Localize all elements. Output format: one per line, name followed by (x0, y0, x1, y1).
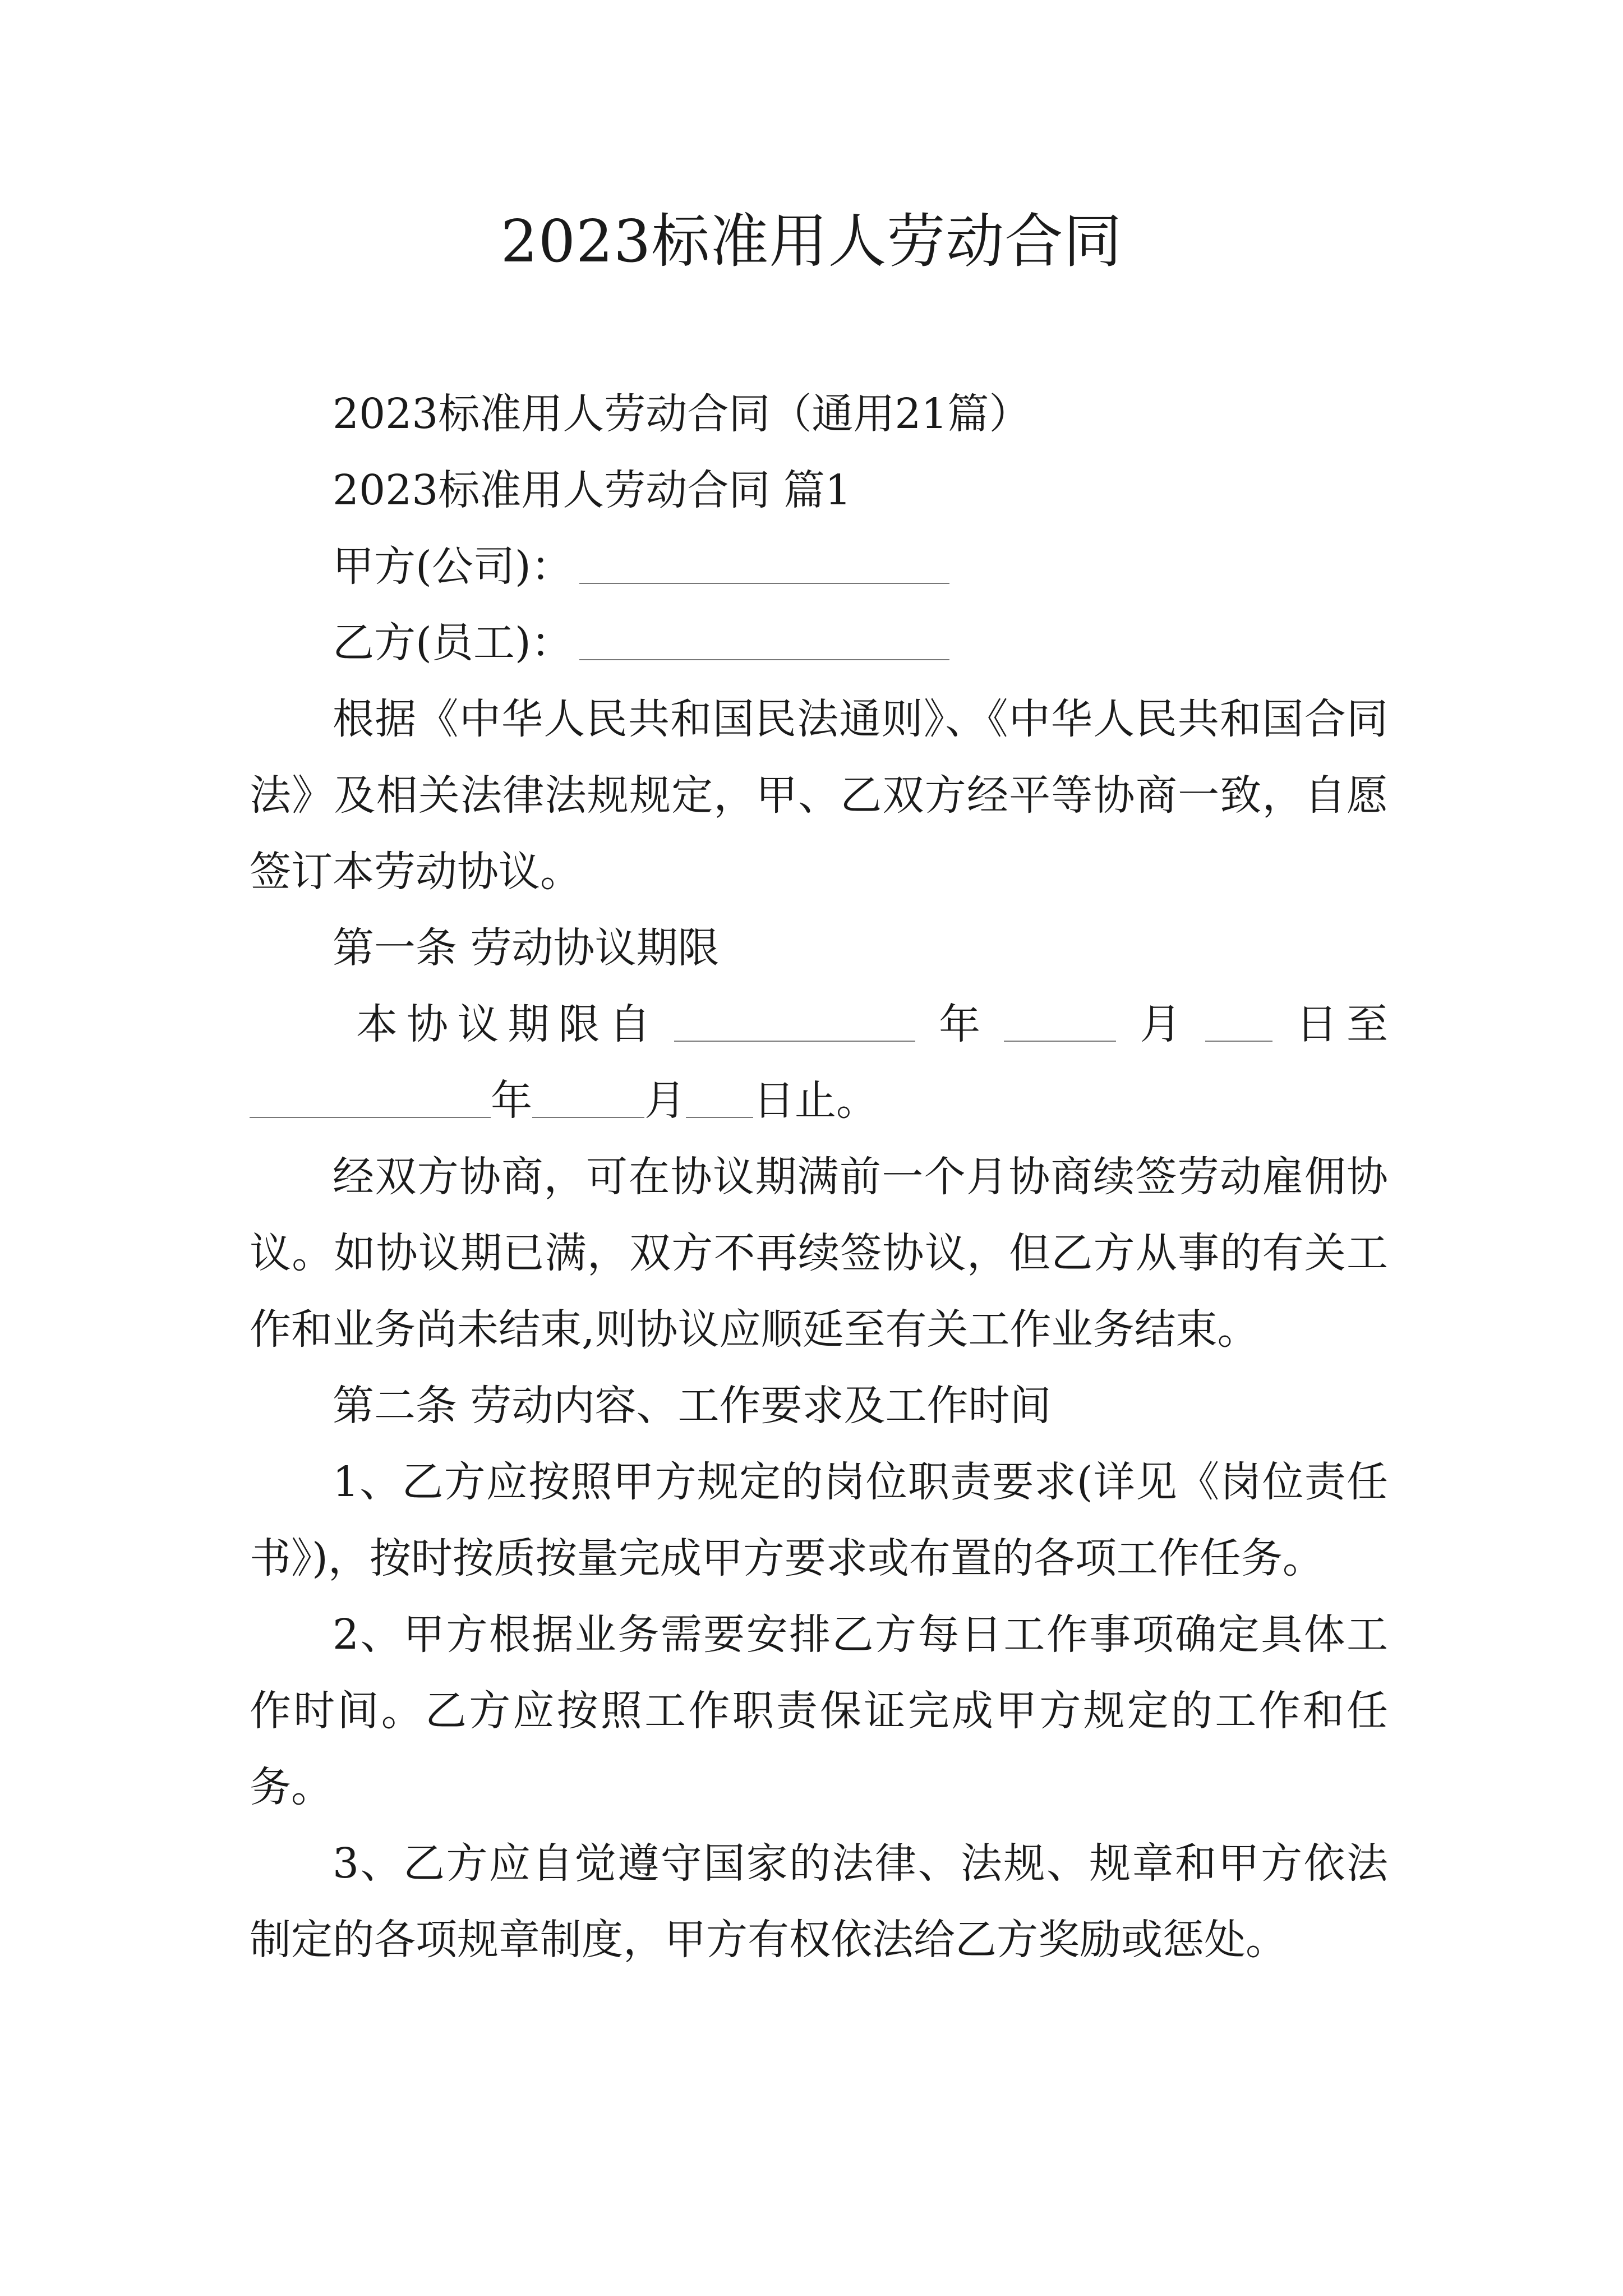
clause-2: 2、甲方根据业务需要安排乙方每日工作事项确定具体工作时间。乙方应按照工作职责保证完成甲方规定的工作和任务。 (250, 1611, 1388, 1811)
party-a-label: 甲方(公司)： (333, 542, 573, 591)
preamble-paragraph: 根据《中华人民共和国民法通则》、《中华人民共和国合同法》及相关法律法规规定，甲、乙双方经平等协商一致，自愿签订本劳动协议。 (250, 695, 1388, 896)
article2-heading: 第二条 劳动内容、工作要求及工作时间 (333, 1382, 1052, 1430)
term-end-day-label: 日止。 (753, 1076, 878, 1125)
start-year-blank (674, 1007, 915, 1042)
party-a-blank (579, 549, 949, 584)
party-a-line (250, 528, 1388, 605)
term-year-label: 年 (930, 1000, 990, 1048)
term-month-label: 月 (1131, 1000, 1191, 1048)
document-subtitle: 2023标准用人劳动合同（通用21篇） (333, 390, 1031, 438)
term-line-start (250, 986, 1388, 1062)
party-b-line (250, 605, 1388, 681)
section-heading: 2023标准用人劳动合同 篇1 (333, 466, 851, 514)
document-title: 2023标准用人劳动合同 (500, 207, 1123, 275)
article1-heading: 第一条 劳动协议期限 (333, 924, 720, 972)
term-day-to-label: 日至 (1287, 1000, 1389, 1048)
term-prefix: 本协议期限自 (356, 1000, 660, 1048)
end-year-blank (250, 1083, 491, 1118)
renewal-paragraph: 经双方协商，可在协议期满前一个月协商续签劳动雇佣协议。如协议期已满，双方不再续签协议，但乙方从事的有关工作和业务尚未结束,则协议应顺延至有关工作业务结束。 (250, 1153, 1388, 1354)
document-body (250, 376, 1388, 1978)
clause-3: 3、乙方应自觉遵守国家的法律、法规、规章和甲方依法制定的各项规章制度，甲方有权依法给乙方奖励或惩处。 (250, 1839, 1388, 1964)
party-b-label: 乙方(员工)： (333, 619, 573, 667)
term-end-month-label: 月 (644, 1076, 686, 1125)
party-b-blank (579, 625, 949, 660)
term-line-end (250, 1062, 1388, 1139)
term-end-year-label: 年 (491, 1076, 532, 1125)
end-day-blank (686, 1083, 753, 1118)
clause-1: 1、乙方应按照甲方规定的岗位职责要求(详见《岗位责任书》)，按时按质按量完成甲方要求或布置的各项工作任务。 (250, 1458, 1388, 1582)
end-month-blank (532, 1083, 644, 1118)
start-month-blank (1004, 1007, 1116, 1042)
start-day-blank (1205, 1007, 1272, 1042)
